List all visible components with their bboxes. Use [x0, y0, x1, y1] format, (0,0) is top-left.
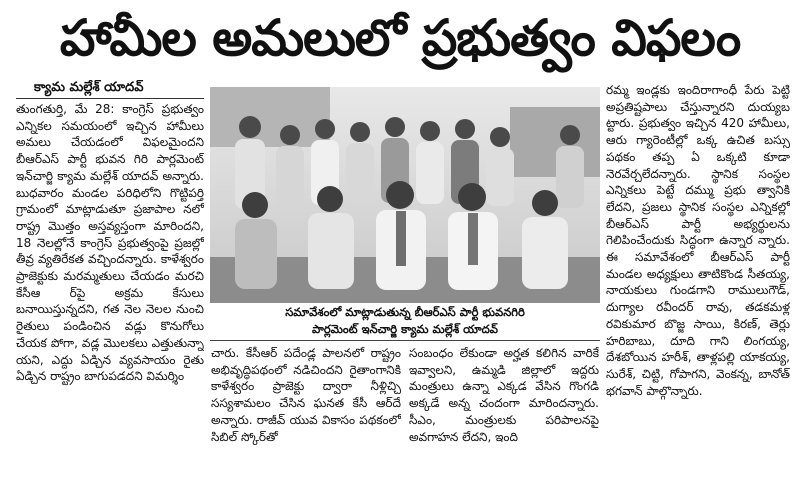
photo-caption	[210, 304, 600, 341]
caption-line-2: పార్లమెంట్ ఇన్‌చార్జి క్యామ మల్లేశ్ యాదవ్	[312, 322, 498, 336]
byline: క్యామ మల్లేశ్ యాదవ్	[34, 80, 144, 95]
caption-line-1: సమావేశంలో మాట్లాడుతున్న బీఆర్ఎస్ పార్టీ భువనగిరి	[285, 305, 525, 319]
article-column-4	[606, 82, 790, 480]
article-text-4: రమ్మ ఇండ్లకు ఇందిరాగాంధీ పేరు పెట్టి అప్రతిష్టపాలు చేస్తున్నారని దుయ్యబ ట్టారు. ప్రభుత్వం ఇచ్చిన 420 హామీలు, ఆరు గ్యారెంటీల్లో ఒక్క ఉచిత బస్సు పథకం తప్ప ఏ ఒక్కటి కూడా నెరవేర్చలేదన్నారు. స్థానిక సంస్థల ఎన్నికలు పెట్టే దమ్ము ప్రభు త్వానికి లేదని, ప్రజలు స్థానిక సంస్థల ఎన్నికల్లో బీఆర్ఎస్ పార్టీ అభ్యర్థులను గెలిపించేందుకు సిద్ధంగా ఉన్నార న్నారు. ఈ సమావేశంలో బీఆర్ఎస్ పార్టీ మండల అధ్యక్షులు తాటికొండ సీతయ్య, నాయకులు గుండగాని రాములుగౌడ్, దుగ్యాల రవీందర్ రావు, తడకమళ్ల రవికుమార బొజ్జ సాయి, కిరణ్, తెర్లు హరిబాబు, దూది గాని లింగయ్య, దేశబోయిన హరీశ్, తాళ్లపల్లి యాకయ్య, సురేశ్, చిట్టి, గోపాగని, వెంకన్న, బానోత్ భగవాన్ పాల్గొన్నారు.	[606, 83, 790, 398]
article-column-3	[409, 345, 599, 480]
byline-rule	[16, 98, 204, 99]
group-photo	[210, 87, 600, 303]
article-text-1: తుంగతుర్తి, మే 28: కాంగ్రెస్ ప్రభుత్వం ఎన్నికల సమయంలో ఇచ్చిన హామీలు అమలు చేయడంలో విఫలమైందని బీఆర్ఎస్ పార్టీ భువన గిరి పార్లమెంట్ ఇన్‌చార్జి క్యామ మల్లేశ్ యాదవ్ అన్నారు. బుధవారం మండల పరిధిలోని గొట్టిపర్తి గ్రామంలో మాట్లాడుతూ ప్రజాపాల నలో రాష్ట్ర మొత్తం అస్తవ్యస్తంగా మారిందని, 18 నెలల్లోనే కాంగ్రెస్ ప్రభుత్వంపై ప్రజల్లో తీవ్ర వ్యతిరేకత వచ్చిందన్నారు. కాళేశ్వరం ప్రాజెక్టుకు మరమ్మతులు చేయడం మరచి కేసీఆ ర్‌పై అక్రమ కేసులు బనాయిస్తున్నదని, గత నెల నెలల నుంచి రైతులు పండించిన వడ్లు కొనుగోలు చేయక పోగా, వడ్ల మొలకలు ఎత్తుతున్నా యని, ఎద్దు ఏడ్చిన వ్యవసాయం రైతు ఏడ్చిన రాష్ట్రం బాగుపడదని విమర్శిం	[16, 102, 204, 384]
news-photo	[210, 87, 600, 303]
article-text-2: చారు. కేసీఆర్ పదేండ్ల పాలనలో రాష్ట్రం అభివృద్ధిపథంలో నడిచిందని రైతాంగానికి కాళేశ్వరం ప్రాజెక్టు ద్వారా నీళ్లిచ్చి సస్యశామలం చేసిన ఘనత కేసీ ఆర్‌దే అన్నారు. రాజీవ్ యువ వికాసం పథకంలో సిబిల్ స్కోర్‌తో	[211, 346, 401, 444]
article-text-3: సంబంధం లేకుండా అర్హత కలిగిన వారికే ఇవ్వాలని, ఉమ్మడి జిల్లాలో ఇద్దరు మంత్రులు ఉన్నా ఎక్కడ వేసిన గొంగడి అక్కడే అన్న చందంగా మారిందన్నారు. సీఎం, మంత్రులకు పరిపాలనపై అవగాహన లేదని, ఇంది	[409, 346, 599, 444]
article-column-1	[16, 101, 204, 477]
article-column-2	[211, 345, 401, 480]
headline: హామీల అమలులో ప్రభుత్వం విఫలం	[59, 9, 741, 67]
